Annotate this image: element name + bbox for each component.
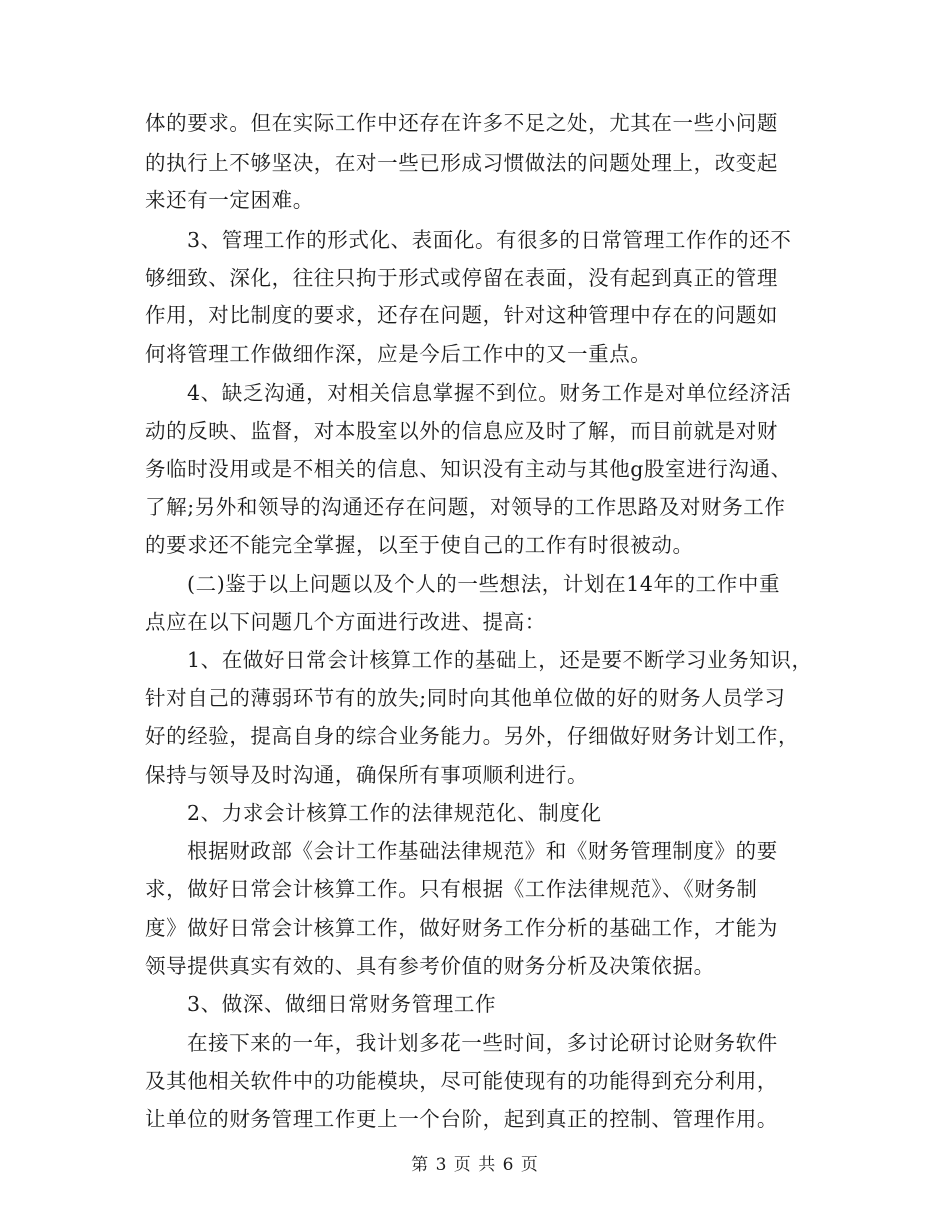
plan-2-heading: 2、力求会计核算工作的法律规范化、制度化 <box>187 801 602 825</box>
text-line: 作用，对比制度的要求，还存在问题，针对这种管理中存在的问题如 <box>145 303 778 327</box>
text-line: 体的要求。但在实际工作中还存在许多不足之处，尤其在一些小问题 <box>145 111 778 135</box>
text-line: 来还有一定困难。 <box>145 188 314 212</box>
text-line: 了解;另外和领导的沟通还存在问题，对领导的工作思路及对财务工作 <box>145 495 786 519</box>
text-line: 根据财政部《会计工作基础法律规范》和《财务管理制度》的要 <box>187 839 778 863</box>
text-line: 点应在以下问题几个方面进行改进、提高： <box>145 610 546 634</box>
paragraph-4-heading: 4、缺乏沟通，对相关信息掌握不到位。财务工作是对单位经济活 <box>187 381 792 405</box>
text-line: 让单位的财务管理工作更上一个台阶，起到真正的控制、管理作用。 <box>145 1107 778 1131</box>
text-line: 在接下来的一年，我计划多花一些时间，多讨论研讨论财务软件 <box>187 1031 778 1055</box>
plan-1-heading: 1、在做好日常会计核算工作的基础上，还是要不断学习业务知识， <box>187 648 813 672</box>
text-line: 度》做好日常会计核算工作，做好财务工作分析的基础工作，才能为 <box>145 916 778 940</box>
text-line: 及其他相关软件中的功能模块，尽可能使现有的功能得到充分利用， <box>145 1069 778 1093</box>
text-line: 的执行上不够坚决，在对一些已形成习惯做法的问题处理上，改变起 <box>145 151 778 175</box>
text-line: 求，做好日常会计核算工作。只有根据《工作法律规范》、《财务制 <box>145 877 758 901</box>
page-number-footer: 第 3 页 共 6 页 <box>411 1155 539 1175</box>
paragraph-3-heading: 3、管理工作的形式化、表面化。有很多的日常管理工作作的还不 <box>187 228 792 252</box>
text-line: 领导提供真实有效的、具有参考价值的财务分析及决策依据。 <box>145 954 715 978</box>
text-line: 够细致、深化，往往只拘于形式或停留在表面，没有起到真正的管理 <box>145 266 778 290</box>
text-line: 保持与领导及时沟通，确保所有事项顺利进行。 <box>145 763 589 787</box>
plan-3-heading: 3、做深、做细日常财务管理工作 <box>187 992 497 1016</box>
text-line: 务临时没用或是不相关的信息、知识没有主动与其他g股室进行沟通、 <box>145 457 792 481</box>
text-line: 针对自己的薄弱环节有的放失;同时向其他单位做的好的财务人员学习 <box>145 686 786 710</box>
section-2-heading: (二)鉴于以上问题以及个人的一些想法，计划在14年的工作中重 <box>187 572 781 596</box>
text-line: 何将管理工作做细作深，应是今后工作中的又一重点。 <box>145 342 652 366</box>
text-line: 的要求还不能完全掌握，以至于使自己的工作有时很被动。 <box>145 533 694 557</box>
text-line: 好的经验，提高自身的综合业务能力。另外，仔细做好财务计划工作， <box>145 724 800 748</box>
text-line: 动的反映、监督，对本股室以外的信息应及时了解，而目前就是对财 <box>145 419 778 443</box>
